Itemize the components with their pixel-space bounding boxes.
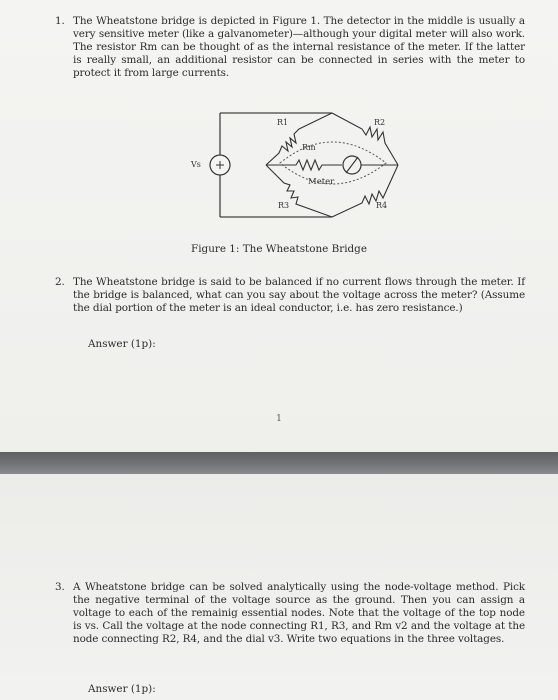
resistor-rm-symbol xyxy=(266,160,342,170)
question-3 xyxy=(55,581,525,646)
circuit-diagram xyxy=(186,105,426,225)
resistor-r1-symbol xyxy=(266,113,332,165)
answer-3-label: Answer (1p): xyxy=(88,683,156,695)
resistor-r4-symbol xyxy=(332,165,398,217)
resistor-r2-symbol xyxy=(332,113,398,165)
label-rm: Rm xyxy=(302,143,316,152)
question-2-text: The Wheatstone bridge is said to be balanced if no current flows through the meter. If the bridge is balanced, what can you say about the voltage across the meter? (Assume the dial portion of the meter is an ideal conductor, i.e. has zero resistance.) xyxy=(73,276,525,314)
question-3-text: A Wheatstone bridge can be solved analytically using the node-voltage method. Pick the negative terminal of the voltage source as the ground. Then you can assign a voltage to each of the remainig essential nodes. Note that the voltage of the top node is vs. Call the voltage at the node connecting R1, R3, and Rm v2 and the voltage at the node connecting R2, R4, and the dial v3. Write two equations in the three voltages. xyxy=(73,581,525,645)
figure-caption: Figure 1: The Wheatstone Bridge xyxy=(191,243,367,255)
question-3-number: 3. xyxy=(55,581,65,593)
question-2-number: 2. xyxy=(55,276,65,288)
label-r3: R3 xyxy=(278,201,290,210)
label-meter: Meter xyxy=(308,177,335,187)
label-r4: R4 xyxy=(376,201,388,210)
wheatstone-bridge-figure xyxy=(186,105,426,225)
page-2 xyxy=(0,474,558,700)
label-r1: R1 xyxy=(277,118,289,127)
resistor-r3-symbol xyxy=(266,165,332,217)
question-2 xyxy=(55,276,525,315)
page-number: 1 xyxy=(276,414,282,424)
question-1-number: 1. xyxy=(55,15,65,27)
question-1 xyxy=(55,15,525,80)
label-vs: Vs xyxy=(191,160,201,169)
answer-2-label: Answer (1p): xyxy=(88,338,156,350)
page-separator xyxy=(0,452,558,474)
question-1-text: The Wheatstone bridge is depicted in Figure 1. The detector in the middle is usually a very sensitive meter (like a galvanometer)—although your digital meter will also work. The resistor Rm can be thought of as the internal resistance of the meter. If the latter is really small, an additional resistor can be connected in series with the meter to protect it from large currents. xyxy=(73,15,525,79)
label-r2: R2 xyxy=(374,118,386,127)
